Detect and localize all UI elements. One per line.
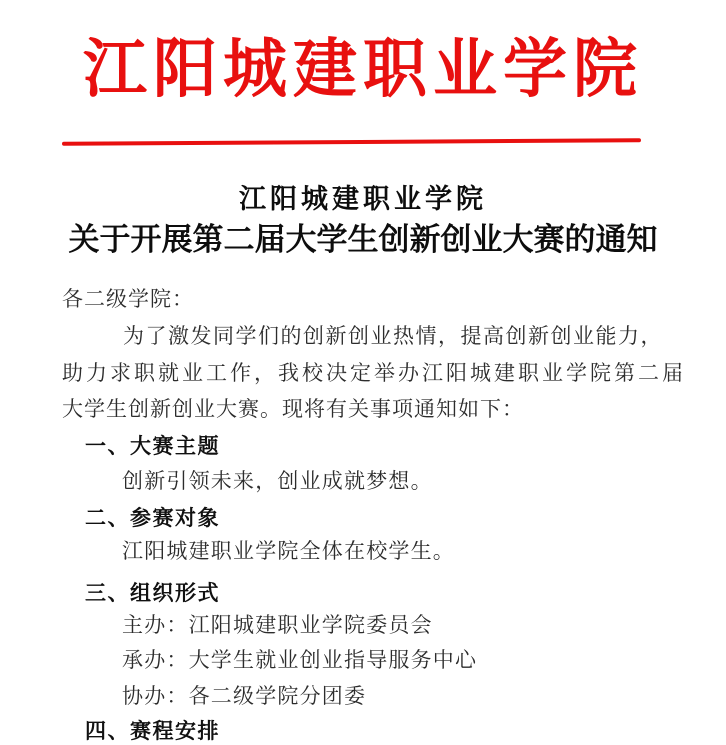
section-heading-competition-theme: 一、大赛主题 <box>85 435 220 458</box>
section-body-line-undertaker: 承办：大学生就业创业指导服务中心 <box>122 648 478 672</box>
salutation: 各二级学院： <box>62 287 194 311</box>
letterhead-org-name: 江阳城建职业学院 <box>83 34 643 105</box>
letterhead-divider-rule <box>62 138 641 146</box>
section-heading-participants: 二、参赛对象 <box>85 507 220 530</box>
section-heading-organization: 三、组织形式 <box>85 582 220 605</box>
intro-paragraph-line: 助力求职就业工作，我校决定举办江阳城建职业学院第二届 <box>62 361 686 385</box>
intro-paragraph-line: 大学生创新创业大赛。现将有关事项通知如下： <box>62 397 524 421</box>
notice-title-line2: 关于开展第二届大学生创新创业大赛的通知 <box>68 222 658 257</box>
notice-title-line1: 江阳城建职业学院 <box>239 184 487 214</box>
section-body-line: 创新引领未来，创业成就梦想。 <box>122 469 433 493</box>
section-body-line-co-organizer: 协办：各二级学院分团委 <box>122 684 367 708</box>
intro-paragraph-line: 为了激发同学们的创新创业热情，提高创新创业能力， <box>123 324 663 348</box>
section-body-line-organizer: 主办：江阳城建职业学院委员会 <box>122 613 433 637</box>
section-body-line: 江阳城建职业学院全体在校学生。 <box>122 539 455 563</box>
section-heading-schedule-partial: 四、赛程安排 <box>85 720 220 743</box>
